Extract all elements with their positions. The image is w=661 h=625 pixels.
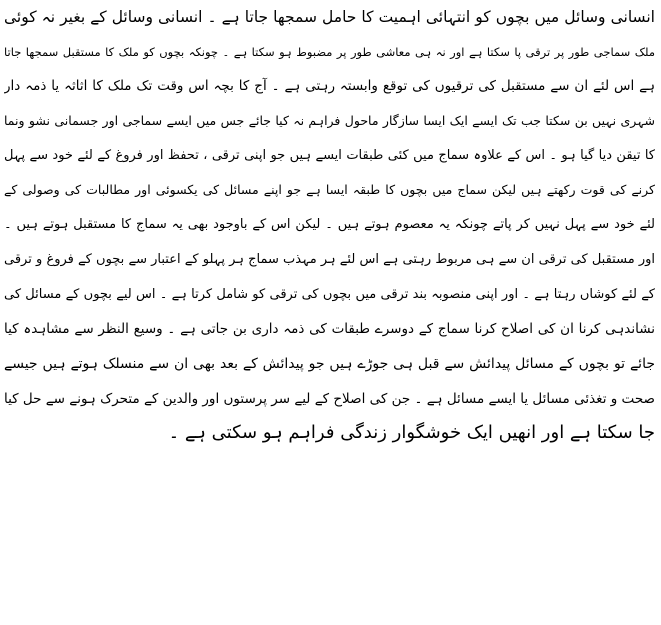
paragraph-line-8: اور مستقبل کی ترقی ان سے ہی مربوط رہتی ہے اس لئے ہر مہذب سماج ہر پہلو کے اعتبار سے بچوں کے فروغ و ترقی: [4, 251, 655, 267]
paragraph-line-10: نشاندہی کرنا ان کی اصلاح کرنا سماج کے دوسرے طبقات کی ذمہ داری بن جاتی ہے ۔ وسیع النظر سے مشاہدہ کیا: [4, 321, 655, 338]
paragraph-line-12: صحت و تغذئی مسائل یا ایسے مسائل ہے ۔ جن کی اصلاح کے لیے سر پرستوں اور والدین کے متحرک ہونے سے حل کیا: [4, 390, 655, 407]
paragraph-line-13: جا سکتا ہے اور انھیں ایک خوشگوار زندگی فراہم ہو سکتی ہے ۔: [168, 422, 655, 444]
paragraph-line-5: کا تیقن دیا گیا ہو ۔ اس کے علاوہ سماج میں کئی طبقات ایسے ہیں جو اپنی ترقی ، تحفظ اور فروغ کے لئے خود سے پہل: [4, 147, 655, 163]
paragraph-line-4: شہری نہیں بن سکتا جب تک ایسے ایک ایسا سازگار ماحول فراہم نہ کیا جائے جس میں ایسے سماجی اور جسمانی نشو ونما: [4, 113, 655, 129]
paragraph-line-6: کرنے کی قوت رکھتے ہیں لیکن سماج میں بچوں کا طبقہ ایسا ہے جو اپنے مسائل کی یکسوئی اور مطالبات کی وصولی کے: [4, 182, 655, 198]
paragraph-line-3: ہے اس لئے ان سے مستقبل کی ترقیوں کی توقع وابستہ رہتی ہے ۔ آج کا بچہ اس وقت تک ملک کا اثاثہ یا ذمہ دار: [4, 78, 655, 95]
paragraph-line-11: جائے تو بچوں کے مسائل پیدائش سے قبل ہی جوڑے ہیں جو پیدائش کے بعد بھی ان سے منسلک ہوتے ہیں جیسے: [4, 355, 655, 372]
paragraph-line-1: انسانی وسائل میں بچوں کو انتہائی اہمیت کا حامل سمجھا جاتا ہے ۔ انسانی وسائل کے بغیر نہ کوئی: [4, 8, 655, 26]
paragraph-line-7: لئے خود سے پہل نہیں کر پاتے چونکہ یہ معصوم ہوتے ہیں ۔ لیکن اس کے باوجود بھی یہ سماج کا مستقبل ہوتے ہیں ۔: [4, 217, 655, 233]
urdu-paragraph: [4, 0, 655, 451]
paragraph-line-9: کے لئے کوشاں رہتا ہے ۔ اور اپنی منصوبہ بند ترقی میں بچوں کی ترقی کو شامل کرتا ہے ۔ اس لیے بچوں کے مسائل کی: [4, 286, 655, 302]
paragraph-line-2: ملک سماجی طور پر ترقی پا سکتا ہے اور نہ ہی معاشی طور پر مضبوط ہو سکتا ہے ۔ چونکہ بچوں کو ملک کا مستقبل سمجھا جاتا: [4, 44, 655, 59]
